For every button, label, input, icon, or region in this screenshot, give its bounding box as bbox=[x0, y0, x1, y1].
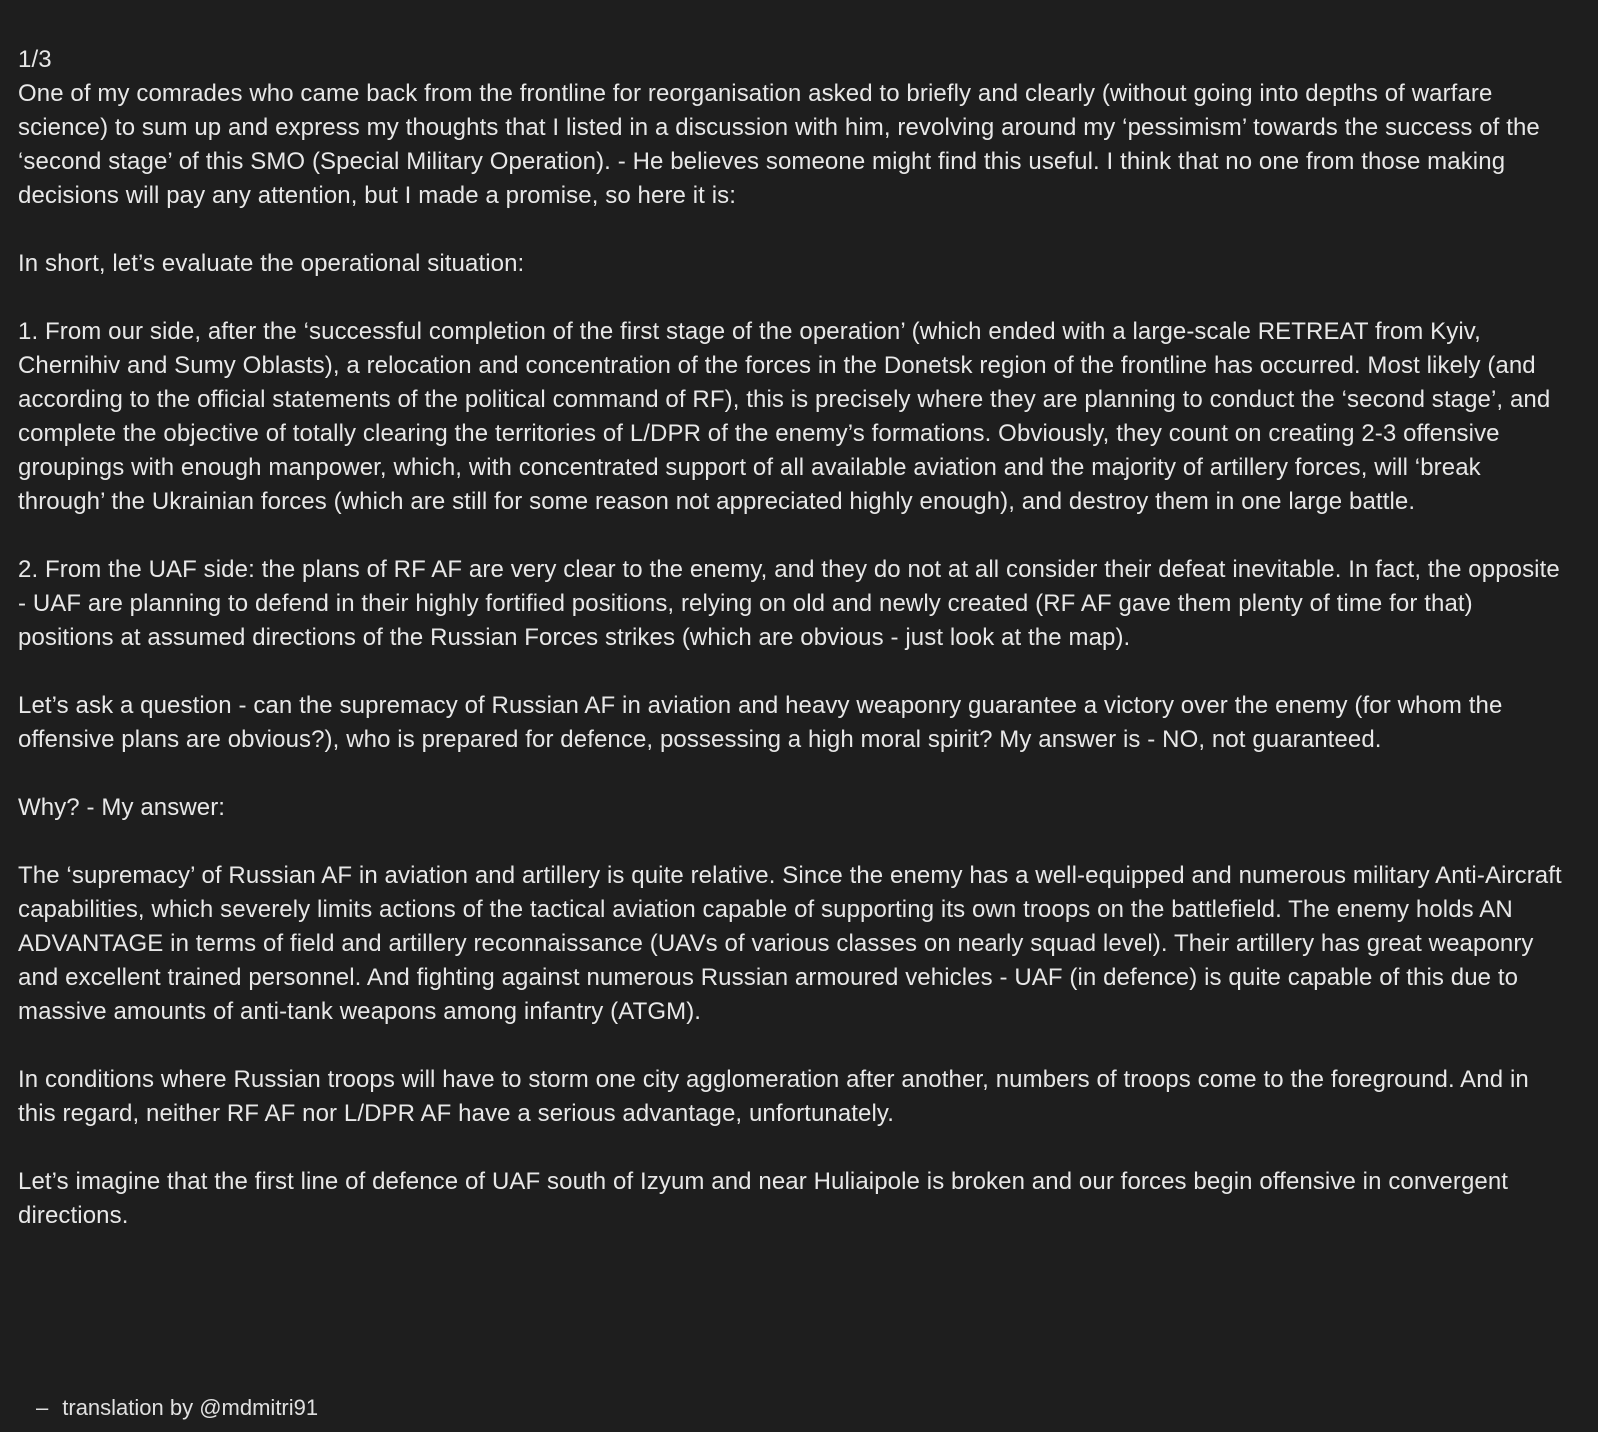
attribution bbox=[36, 1394, 318, 1422]
paragraph-supremacy: The ‘supremacy’ of Russian AF in aviation and artillery is quite relative. Since the enemy has a well-equipped and numerous military Anti-Aircraft capabilities, which severely limits actions of the tactical aviation capable of supporting its own troops on the battlefield. The enemy holds AN ADVANTAGE in terms of field and artillery reconnaissance (UAVs of various classes on nearly squad level). Their artillery has great weaponry and excellent trained personnel. And fighting against numerous Russian armoured vehicles - UAF (in defence) is quite capable of this due to massive amounts of anti-tank weapons among infantry (ATGM). bbox=[18, 862, 1562, 1025]
paragraph-why: Why? - My answer: bbox=[18, 794, 226, 821]
paragraph-uaf-side: 2. From the UAF side: the plans of RF AF are very clear to the enemy, and they do not at all consider their defeat inevitable. In fact, the opposite - UAF are planning to defend in their highly fortified positions, relying on old and newly created (RF AF gave them plenty of time for that) positions at assumed directions of the Russian Forces strikes (which are obvious - just look at the map). bbox=[18, 556, 1560, 651]
document-body bbox=[18, 43, 1568, 1233]
paragraph-intro: One of my comrades who came back from the frontline for reorganisation asked to briefly and clearly (without going into depths of warfare science) to sum up and express my thoughts that I listed in a discussion with him, revolving around my ‘pessimism’ towards the success of the ‘second stage’ of this SMO (Special Military Operation). - He believes someone might find this useful. I think that no one from those making decisions will pay any attention, but I made a promise, so here it is: bbox=[18, 80, 1540, 209]
attribution-dash: – bbox=[36, 1395, 49, 1420]
paragraph-conditions: In conditions where Russian troops will have to storm one city agglomeration after another, numbers of troops come to the foreground. And in this regard, neither RF AF nor L/DPR AF have a serious advantage, unfortunately. bbox=[18, 1066, 1529, 1127]
paragraph-imagine: Let’s imagine that the first line of defence of UAF south of Izyum and near Huliaipole is broken and our forces begin offensive in convergent directions. bbox=[18, 1168, 1509, 1229]
paragraph-our-side: 1. From our side, after the ‘successful completion of the first stage of the operation’ (which ended with a large-scale RETREAT from Kyiv, Chernihiv and Sumy Oblasts), a relocation and concentration of the forces in the Donetsk region of the frontline has occurred. Most likely (and according to the official statements of the political command of RF), this is precisely where they are planning to conduct the ‘second stage’, and complete the objective of totally clearing the territories of L/DPR of the enemy’s formations. Obviously, they count on creating 2-3 offensive groupings with enough manpower, which, with concentrated support of all available aviation and the majority of artillery forces, will ‘break through’ the Ukrainian forces (which are still for some reason not appreciated highly enough), and destroy them in one large battle. bbox=[18, 318, 1551, 515]
page-marker-and-intro bbox=[18, 43, 1568, 213]
paragraph-evaluation-lead: In short, let’s evaluate the operational situation: bbox=[18, 250, 525, 277]
attribution-text: translation by @mdmitri91 bbox=[62, 1395, 319, 1420]
page-marker: 1/3 bbox=[18, 46, 52, 73]
paragraph-question: Let’s ask a question - can the supremacy of Russian AF in aviation and heavy weaponry guarantee a victory over the enemy (for whom the offensive plans are obvious?), who is prepared for defence, possessing a high moral spirit? My answer is - NO, not guaranteed. bbox=[18, 692, 1503, 753]
